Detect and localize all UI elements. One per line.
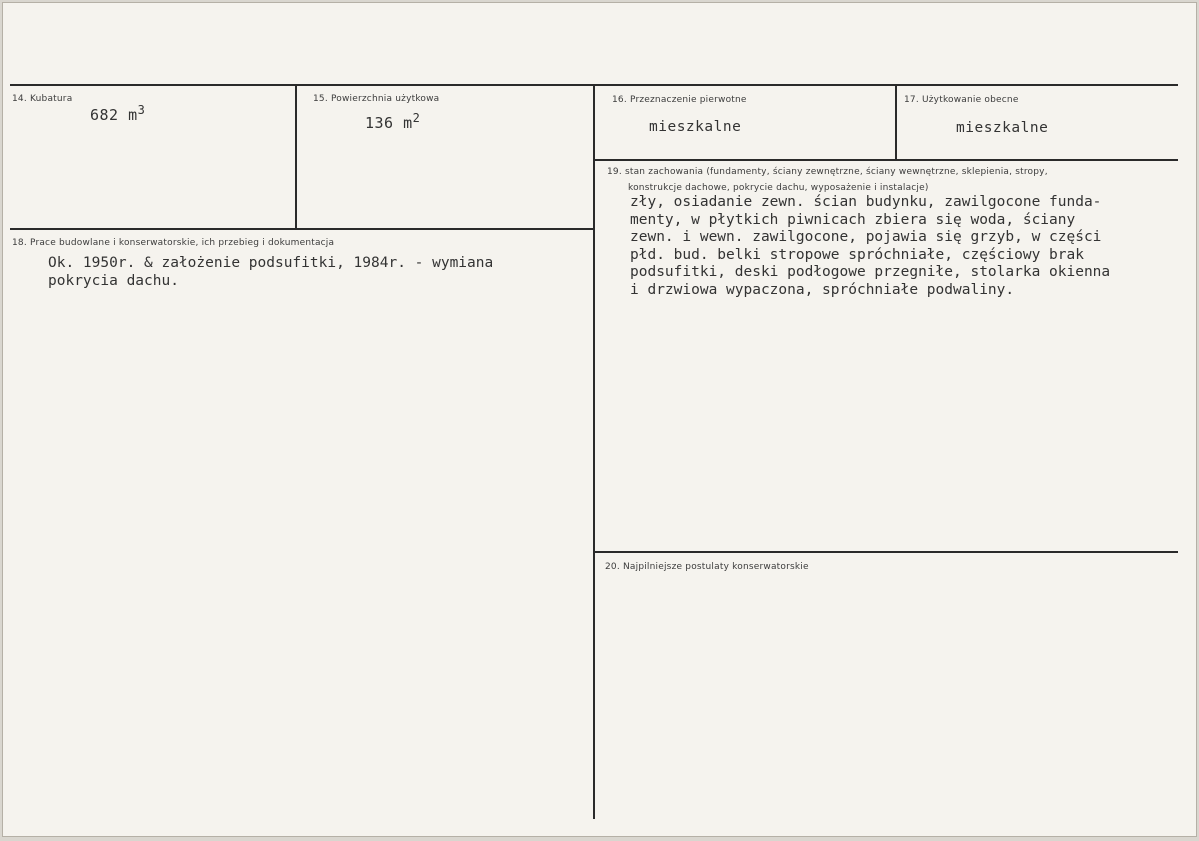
field-15-exponent: 2 — [412, 111, 421, 125]
field-15-value — [365, 111, 421, 132]
field-19-line: zły, osiadanie zewn. ścian budynku, zawilgocone funda- — [630, 194, 1102, 210]
row1-divider-right — [595, 159, 1178, 161]
field-14-value — [90, 103, 146, 124]
field-19-line: i drzwiowa wypaczona, spróchniałe podwaliny. — [630, 281, 1015, 298]
field-18-line: Ok. 1950r. & założenie podsufitki, 1984r. - wymiana — [48, 255, 494, 271]
field-19-line: menty, w płytkich piwnicach zbiera się woda, ściany — [630, 211, 1076, 228]
row1-divider-left — [10, 228, 593, 230]
field-14-label: 14. Kubatura — [12, 94, 73, 104]
field-19-label-line1: 19. stan zachowania (fundamenty, ściany zewnętrzne, ściany wewnętrzne, sklepienia, stropy, — [607, 167, 1048, 177]
field-19-text — [630, 194, 1110, 300]
divider-16-17 — [895, 84, 897, 160]
field-16-value: mieszkalne — [649, 119, 742, 135]
field-14-number: 682 m — [90, 106, 138, 124]
field-20-label: 20. Najpilniejsze postulaty konserwatorskie — [605, 562, 809, 572]
inventory-card — [2, 2, 1197, 837]
field-16-label: 16. Przeznaczenie pierwotne — [612, 95, 747, 105]
divider-14-15 — [295, 84, 297, 229]
field-19-line: płd. bud. belki stropowe spróchniałe, częściowy brak — [630, 246, 1084, 263]
field-18-label: 18. Prace budowlane i konserwatorskie, ich przebieg i dokumentacja — [12, 238, 335, 248]
center-divider — [593, 84, 595, 819]
field-19-label-line2: konstrukcje dachowe, pokrycie dachu, wyposażenie i instalacje) — [628, 183, 929, 193]
field-19-line: podsufitki, deski podłogowe przegniłe, stolarka okienna — [630, 264, 1111, 281]
field-15-label: 15. Powierzchnia użytkowa — [313, 94, 440, 104]
field-18-line: pokrycia dachu. — [48, 272, 179, 289]
field-17-value: mieszkalne — [956, 120, 1049, 136]
field-17-label: 17. Użytkowanie obecne — [904, 95, 1019, 105]
field-19-line: zewn. i wewn. zawilgocone, pojawia się grzyb, w części — [630, 229, 1102, 246]
section20-divider — [595, 551, 1178, 553]
field-14-exponent: 3 — [137, 103, 146, 117]
field-18-text — [48, 255, 493, 290]
field-15-number: 136 m — [365, 114, 413, 132]
